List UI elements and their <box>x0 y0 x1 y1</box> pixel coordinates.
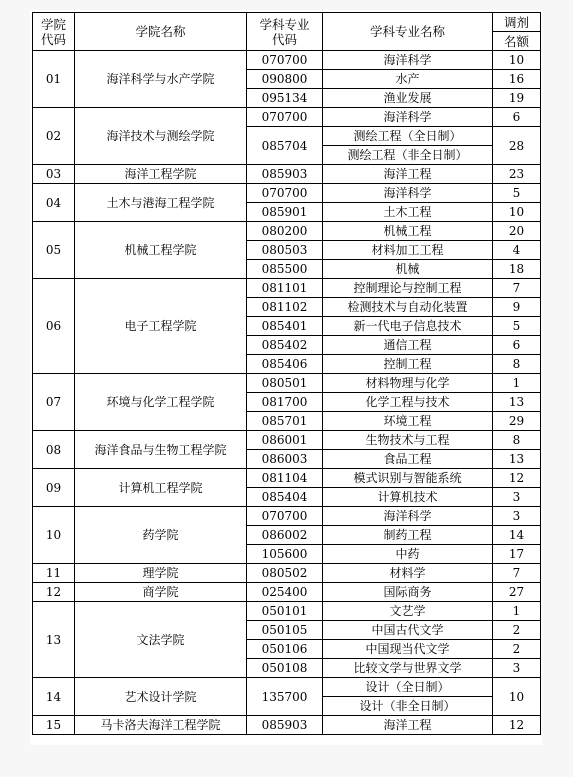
major-code-cell: 085402 <box>247 336 323 355</box>
table-row <box>33 602 541 621</box>
table-row <box>33 507 541 526</box>
major-name-cell: 国际商务 <box>323 583 493 602</box>
major-name-cell: 海洋工程 <box>323 165 493 184</box>
major-code-cell: 085401 <box>247 317 323 336</box>
major-code-cell: 090800 <box>247 70 323 89</box>
major-code-cell: 085406 <box>247 355 323 374</box>
header-college-code <box>33 13 75 51</box>
major-code-cell: 050101 <box>247 602 323 621</box>
quota-cell: 12 <box>493 716 541 735</box>
quota-cell: 1 <box>493 374 541 393</box>
major-name-cell: 海洋科学 <box>323 184 493 203</box>
major-name-cell: 控制理论与控制工程 <box>323 279 493 298</box>
college-code-cell: 06 <box>33 279 75 374</box>
header-major-code-line2: 代码 <box>271 31 297 47</box>
college-code-cell: 07 <box>33 374 75 431</box>
table-row <box>33 583 541 602</box>
major-name-cell: 机械 <box>323 260 493 279</box>
major-code-cell: 085500 <box>247 260 323 279</box>
major-code-cell: 086002 <box>247 526 323 545</box>
quota-cell: 1 <box>493 602 541 621</box>
major-code-cell: 070700 <box>247 51 323 70</box>
table-row <box>33 165 541 184</box>
major-name-cell: 海洋工程 <box>323 716 493 735</box>
major-code-cell: 081700 <box>247 393 323 412</box>
quota-cell: 5 <box>493 184 541 203</box>
major-name-cell: 土木工程 <box>323 203 493 222</box>
quota-cell: 12 <box>493 469 541 488</box>
college-code-cell: 15 <box>33 716 75 735</box>
college-name-cell: 药学院 <box>75 507 247 564</box>
major-name-cell: 测绘工程（非全日制） <box>323 146 493 165</box>
quota-cell: 14 <box>493 526 541 545</box>
quota-cell: 29 <box>493 412 541 431</box>
major-code-cell: 070700 <box>247 184 323 203</box>
major-code-cell: 070700 <box>247 507 323 526</box>
quota-cell: 8 <box>493 431 541 450</box>
major-code-cell: 050106 <box>247 640 323 659</box>
college-name-cell: 机械工程学院 <box>75 222 247 279</box>
header-quota-line1: 调剂 <box>493 13 541 32</box>
table-row <box>33 678 541 697</box>
college-name-cell: 海洋科学与水产学院 <box>75 51 247 108</box>
major-name-cell: 中国古代文学 <box>323 621 493 640</box>
college-code-cell: 08 <box>33 431 75 469</box>
table-row <box>33 564 541 583</box>
table-row <box>33 431 541 450</box>
major-name-cell: 模式识别与智能系统 <box>323 469 493 488</box>
table-row <box>33 184 541 203</box>
major-name-cell: 控制工程 <box>323 355 493 374</box>
major-name-cell: 中药 <box>323 545 493 564</box>
quota-cell: 5 <box>493 317 541 336</box>
quota-cell: 6 <box>493 108 541 127</box>
quota-cell: 10 <box>493 203 541 222</box>
major-name-cell: 比较文学与世界文学 <box>323 659 493 678</box>
major-code-cell: 085701 <box>247 412 323 431</box>
major-code-cell: 080503 <box>247 241 323 260</box>
table-row <box>33 51 541 70</box>
quota-cell: 27 <box>493 583 541 602</box>
college-code-cell: 12 <box>33 583 75 602</box>
major-code-cell: 050105 <box>247 621 323 640</box>
college-name-cell: 海洋技术与测绘学院 <box>75 108 247 165</box>
header-college-code-line1: 学院 <box>40 16 66 32</box>
college-name-cell: 马卡洛夫海洋工程学院 <box>75 716 247 735</box>
college-name-cell: 商学院 <box>75 583 247 602</box>
college-name-cell: 电子工程学院 <box>75 279 247 374</box>
major-code-cell: 085404 <box>247 488 323 507</box>
major-code-cell: 086003 <box>247 450 323 469</box>
quota-cell: 7 <box>493 279 541 298</box>
quota-cell: 3 <box>493 507 541 526</box>
header-quota-line2: 名额 <box>493 32 541 51</box>
college-name-cell: 环境与化学工程学院 <box>75 374 247 431</box>
quota-cell: 10 <box>493 51 541 70</box>
table-row <box>33 716 541 735</box>
college-name-cell: 海洋食品与生物工程学院 <box>75 431 247 469</box>
major-name-cell: 设计（全日制） <box>323 678 493 697</box>
major-name-cell: 制药工程 <box>323 526 493 545</box>
college-code-cell: 10 <box>33 507 75 564</box>
major-name-cell: 材料物理与化学 <box>323 374 493 393</box>
table-body <box>33 51 541 735</box>
college-name-cell: 计算机工程学院 <box>75 469 247 507</box>
major-name-cell: 材料学 <box>323 564 493 583</box>
major-name-cell: 生物技术与工程 <box>323 431 493 450</box>
major-name-cell: 海洋科学 <box>323 51 493 70</box>
major-code-cell: 105600 <box>247 545 323 564</box>
major-code-cell: 050108 <box>247 659 323 678</box>
major-name-cell: 海洋科学 <box>323 507 493 526</box>
major-code-cell: 025400 <box>247 583 323 602</box>
major-name-cell: 中国现当代文学 <box>323 640 493 659</box>
college-name-cell: 文法学院 <box>75 602 247 678</box>
header-major-name: 学科专业名称 <box>323 13 493 51</box>
quota-cell: 19 <box>493 89 541 108</box>
college-code-cell: 14 <box>33 678 75 716</box>
quota-cell: 28 <box>493 127 541 165</box>
quota-cell: 10 <box>493 678 541 716</box>
major-name-cell: 计算机技术 <box>323 488 493 507</box>
major-code-cell: 085903 <box>247 716 323 735</box>
major-code-cell: 080502 <box>247 564 323 583</box>
table-row <box>33 222 541 241</box>
quota-cell: 8 <box>493 355 541 374</box>
major-name-cell: 食品工程 <box>323 450 493 469</box>
college-code-cell: 04 <box>33 184 75 222</box>
major-code-cell: 080200 <box>247 222 323 241</box>
major-name-cell: 化学工程与技术 <box>323 393 493 412</box>
quota-cell: 6 <box>493 336 541 355</box>
table-row <box>33 279 541 298</box>
quota-cell: 20 <box>493 222 541 241</box>
major-code-cell: 081102 <box>247 298 323 317</box>
quota-cell: 4 <box>493 241 541 260</box>
college-code-cell: 01 <box>33 51 75 108</box>
header-major-code-line1: 学科专业 <box>259 16 310 32</box>
major-name-cell: 通信工程 <box>323 336 493 355</box>
adjustment-quota-table <box>32 12 541 735</box>
quota-cell: 3 <box>493 659 541 678</box>
major-code-cell: 080501 <box>247 374 323 393</box>
major-code-cell: 135700 <box>247 678 323 716</box>
college-code-cell: 02 <box>33 108 75 165</box>
college-code-cell: 05 <box>33 222 75 279</box>
major-name-cell: 设计（非全日制） <box>323 697 493 716</box>
header-college-code-line2: 代码 <box>40 31 66 47</box>
major-name-cell: 水产 <box>323 70 493 89</box>
college-code-cell: 11 <box>33 564 75 583</box>
major-code-cell: 095134 <box>247 89 323 108</box>
quota-cell: 23 <box>493 165 541 184</box>
quota-cell: 13 <box>493 450 541 469</box>
major-code-cell: 081101 <box>247 279 323 298</box>
college-name-cell: 艺术设计学院 <box>75 678 247 716</box>
college-name-cell: 海洋工程学院 <box>75 165 247 184</box>
major-name-cell: 渔业发展 <box>323 89 493 108</box>
major-name-cell: 新一代电子信息技术 <box>323 317 493 336</box>
quota-cell: 13 <box>493 393 541 412</box>
major-code-cell: 085903 <box>247 165 323 184</box>
major-name-cell: 环境工程 <box>323 412 493 431</box>
major-code-cell: 086001 <box>247 431 323 450</box>
quota-cell: 7 <box>493 564 541 583</box>
quota-cell: 9 <box>493 298 541 317</box>
major-name-cell: 检测技术与自动化装置 <box>323 298 493 317</box>
major-name-cell: 机械工程 <box>323 222 493 241</box>
quota-cell: 17 <box>493 545 541 564</box>
major-name-cell: 测绘工程（全日制） <box>323 127 493 146</box>
college-code-cell: 03 <box>33 165 75 184</box>
major-code-cell: 070700 <box>247 108 323 127</box>
quota-cell: 18 <box>493 260 541 279</box>
quota-cell: 2 <box>493 640 541 659</box>
table-row <box>33 108 541 127</box>
major-code-cell: 085901 <box>247 203 323 222</box>
document-page <box>30 10 542 745</box>
quota-cell: 2 <box>493 621 541 640</box>
college-code-cell: 13 <box>33 602 75 678</box>
table-row <box>33 469 541 488</box>
quota-cell: 3 <box>493 488 541 507</box>
major-code-cell: 085704 <box>247 127 323 165</box>
college-name-cell: 理学院 <box>75 564 247 583</box>
major-name-cell: 材料加工工程 <box>323 241 493 260</box>
major-code-cell: 081104 <box>247 469 323 488</box>
college-name-cell: 土木与港海工程学院 <box>75 184 247 222</box>
table-row <box>33 374 541 393</box>
college-code-cell: 09 <box>33 469 75 507</box>
header-major-code <box>247 13 323 51</box>
major-name-cell: 文艺学 <box>323 602 493 621</box>
header-college-name: 学院名称 <box>75 13 247 51</box>
quota-cell: 16 <box>493 70 541 89</box>
major-name-cell: 海洋科学 <box>323 108 493 127</box>
